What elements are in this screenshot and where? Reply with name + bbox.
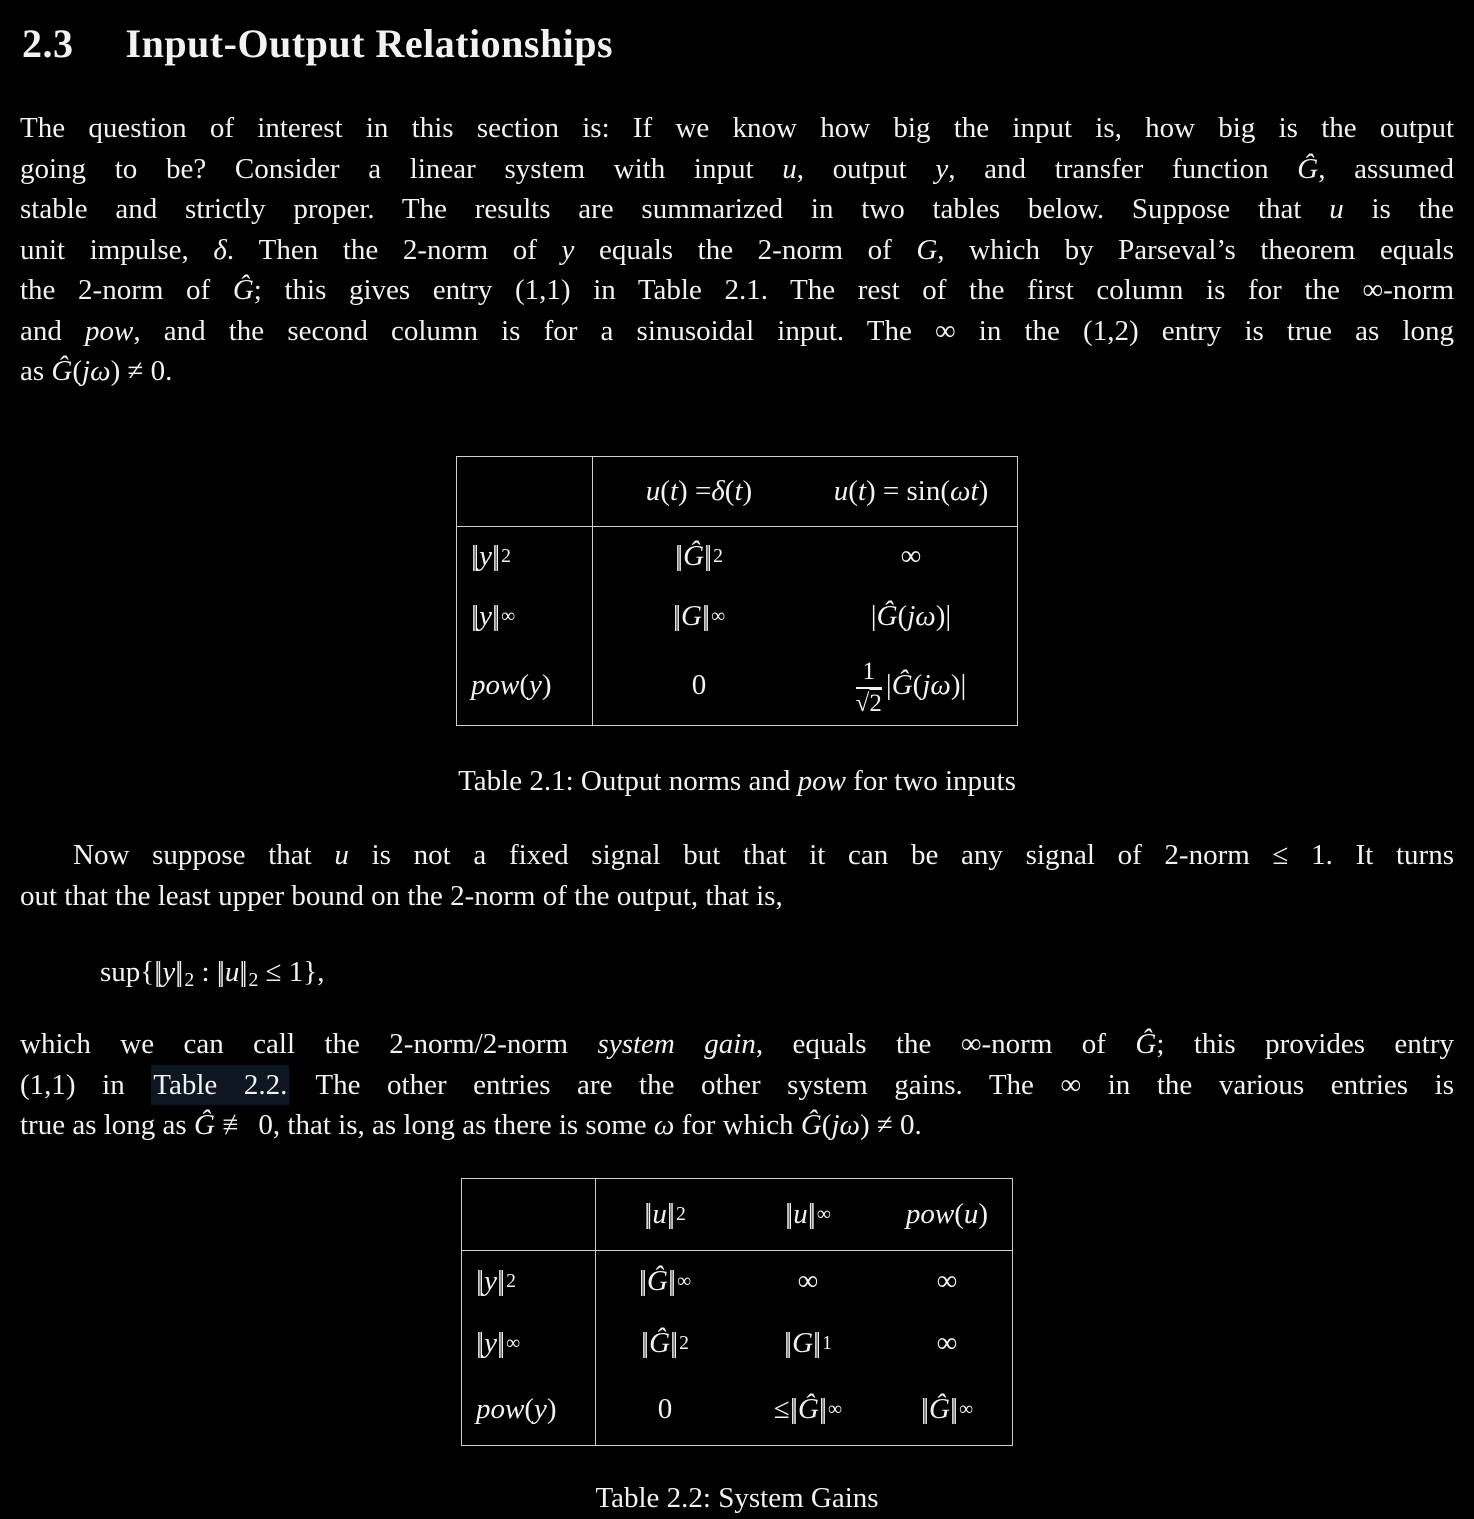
text-segment: ∞ <box>936 1327 958 1360</box>
text-segment: ≢ 0, that is, as long as there is some <box>214 1109 654 1142</box>
text-segment: out that the least upper bound on the 2-norm of the output, that is, <box>20 879 783 912</box>
text-segment: ) ≠ 0. <box>859 1109 922 1142</box>
text-segment: || <box>638 1265 644 1298</box>
text-segment: Table 2.1: Output norms and <box>458 764 798 797</box>
text-segment: ( <box>821 1109 832 1142</box>
text-segment: ) <box>742 474 753 507</box>
text-segment: || <box>818 1393 824 1426</box>
table-cell <box>805 647 1017 725</box>
text-line <box>20 270 1454 311</box>
fraction-numerator: 1 <box>862 658 876 685</box>
text-line <box>20 311 1454 352</box>
text-segment: y <box>479 540 492 572</box>
text-segment: The question of interest in this section is: If we know how big the input is, how big is the output <box>20 112 1454 144</box>
text-segment: )| <box>950 669 967 701</box>
text-segment: pow <box>471 669 520 701</box>
table-cell <box>596 1313 734 1375</box>
text-segment: || <box>640 1327 646 1360</box>
table-cell <box>593 587 805 647</box>
text-segment: G <box>681 600 702 632</box>
text-segment: || <box>670 1327 675 1360</box>
text-segment: ( <box>660 474 670 507</box>
text-segment: Ĝ <box>232 274 254 306</box>
text-segment: Ĝ <box>1135 1028 1157 1061</box>
text-segment: ; this gives entry (1,1) in Table 2.1. The rest of the first column is for the ∞-norm <box>253 274 1454 306</box>
text-segment: 0 <box>657 1393 673 1426</box>
text-segment: pow <box>797 764 846 797</box>
text-segment: ∞ <box>501 605 516 627</box>
table-cell <box>596 1375 734 1445</box>
text-segment: , equals the ∞-norm of <box>755 1028 1136 1061</box>
text-segment: y <box>561 233 575 266</box>
table-row-label <box>462 1375 596 1445</box>
text-segment: 2 <box>713 545 724 567</box>
text-segment: u <box>224 956 240 988</box>
section-heading <box>22 20 1454 68</box>
text-segment: || <box>813 1327 818 1360</box>
text-segment: pow <box>905 1197 955 1230</box>
text-segment: u <box>963 1197 979 1230</box>
text-segment: || <box>666 1197 672 1230</box>
text-segment: ( <box>519 669 530 701</box>
text-segment: : <box>194 956 217 988</box>
text-segment: ( <box>72 355 83 387</box>
text-segment: || <box>175 956 180 988</box>
table-cell <box>882 1313 1012 1375</box>
table-2-2 <box>461 1178 1013 1446</box>
text-segment: ∞ <box>936 1265 958 1298</box>
text-segment: u <box>645 474 661 507</box>
text-segment: 2 <box>506 1270 516 1293</box>
text-segment: y <box>529 669 542 701</box>
fraction-denominator <box>856 690 882 718</box>
text-segment: || <box>667 1265 673 1298</box>
text-segment: ∞ <box>506 1332 521 1355</box>
text-segment: u <box>793 1197 808 1230</box>
table-row-label <box>457 587 593 647</box>
text-segment: Ĝ <box>647 1265 668 1298</box>
text-segment: , and the second column is for a sinusoidal input. The ∞ in the (1,2) entry is true as long <box>133 314 1454 347</box>
text-segment: u <box>833 474 849 507</box>
text-segment: | <box>885 669 892 701</box>
text-segment: the 2-norm of <box>20 274 233 306</box>
text-segment: 2 <box>679 1332 690 1355</box>
text-segment: sup{ <box>100 956 155 988</box>
text-segment: ( <box>724 474 735 507</box>
text-segment: 1 <box>822 1332 833 1355</box>
text-segment: Ĝ <box>51 355 73 387</box>
table-2-1 <box>456 456 1018 726</box>
text-segment: ( <box>912 669 923 701</box>
text-segment: 2 <box>248 968 259 991</box>
text-segment: || <box>471 600 476 632</box>
table-cell <box>805 587 1017 647</box>
table-row-label <box>457 647 593 725</box>
table-header-cell <box>596 1179 734 1251</box>
text-line <box>20 108 1454 149</box>
table-row-label <box>462 1251 596 1313</box>
text-segment: G <box>916 233 938 266</box>
text-segment: || <box>216 956 222 988</box>
text-segment: Table 2.2: System Gains <box>595 1481 879 1514</box>
text-segment: is the <box>1343 193 1454 225</box>
text-segment: 2 <box>184 968 195 991</box>
table-row-label <box>462 1313 596 1375</box>
table-cell <box>734 1375 882 1445</box>
text-segment: u <box>782 152 797 185</box>
text-segment: , which by Parseval’s theorem equals <box>937 233 1454 266</box>
text-segment: ) ≠ 0. <box>110 355 173 387</box>
text-segment: true as long as <box>20 1109 194 1142</box>
fraction-bar <box>856 687 882 689</box>
text-segment: which we can call the 2-norm/2-norm <box>20 1028 598 1061</box>
table-2-1-caption <box>20 761 1454 802</box>
text-segment: y <box>484 1327 497 1360</box>
table-header-cell <box>882 1179 1012 1251</box>
text-segment: || <box>920 1393 926 1426</box>
text-segment: || <box>674 540 680 572</box>
text-line <box>20 1105 1454 1146</box>
text-segment: The other entries are the other system gains. The ∞ in the various entries is <box>289 1068 1454 1101</box>
text-segment: stable and strictly proper. The results are summarized in two tables below. Suppose that <box>20 193 1330 225</box>
text-segment: as <box>20 355 52 387</box>
text-segment: ∞ <box>711 605 726 627</box>
text-segment: || <box>704 540 709 572</box>
text-segment: || <box>701 600 707 632</box>
text-segment: y <box>479 600 492 632</box>
text-line <box>20 189 1454 230</box>
text-line <box>20 351 1454 392</box>
text-segment: , assumed <box>1318 152 1455 185</box>
text-segment: unit impulse, <box>20 233 214 266</box>
text-segment: Ĝ <box>1297 152 1319 185</box>
text-segment: ∞ <box>828 1398 843 1421</box>
text-segment: ( <box>954 1197 964 1230</box>
text-segment: || <box>497 1265 502 1298</box>
text-segment: | <box>870 600 877 632</box>
fraction-rest <box>886 669 966 702</box>
text-segment: u <box>652 1197 667 1230</box>
text-segment: ∞ <box>797 1265 819 1298</box>
text-segment: ) = sin( <box>866 474 951 507</box>
text-segment: || <box>672 600 678 632</box>
text-segment: y <box>935 152 949 185</box>
text-segment: t <box>669 474 679 507</box>
table-cell <box>734 1251 882 1313</box>
text-segment: ( <box>524 1393 535 1426</box>
text-segment: Ĝ <box>797 1393 819 1426</box>
text-segment: || <box>644 1197 649 1230</box>
text-segment: going to be? Consider a linear system with input <box>20 152 783 185</box>
text-line <box>20 230 1454 271</box>
text-segment: √ <box>855 689 870 717</box>
text-segment: || <box>785 1197 790 1230</box>
text-segment: pow <box>476 1393 525 1426</box>
table-2-1-wrap <box>20 456 1454 726</box>
text-segment: )| <box>935 600 952 632</box>
paragraph-system-gain <box>20 1024 1454 1146</box>
text-segment: y <box>162 956 176 988</box>
text-segment: Ĝ <box>649 1327 671 1360</box>
text-segment: ) <box>541 669 552 701</box>
text-segment: δ <box>711 474 725 507</box>
table-cell <box>805 527 1017 587</box>
text-segment: Ĝ <box>876 600 898 632</box>
text-segment: ) <box>546 1393 557 1426</box>
equation-sup <box>20 952 1454 1000</box>
text-segment: and <box>20 314 86 347</box>
text-line <box>20 835 1454 876</box>
table-cell <box>596 1251 734 1313</box>
text-segment: ωt <box>950 474 979 507</box>
table-cell <box>882 1251 1012 1313</box>
text-segment: ∞ <box>677 1270 692 1293</box>
text-segment: for two inputs <box>845 764 1016 797</box>
text-segment: Now suppose that <box>73 839 335 871</box>
text-segment: ≤ <box>773 1393 790 1426</box>
table-cell <box>593 527 805 587</box>
text-segment: || <box>239 956 245 988</box>
paragraph-intro <box>20 108 1454 392</box>
text-segment: ∞ <box>959 1398 974 1421</box>
text-segment: ; this provides entry <box>1156 1028 1455 1061</box>
text-line <box>20 1065 1454 1106</box>
text-segment: δ <box>213 233 227 266</box>
table-header-cell <box>734 1179 882 1251</box>
text-segment: , output <box>796 152 936 185</box>
table-header-cell <box>593 457 805 527</box>
text-segment: Ĝ <box>891 669 913 701</box>
table-cell <box>593 647 805 725</box>
text-segment: system gain <box>597 1028 756 1061</box>
text-segment: u <box>1329 193 1344 225</box>
text-segment: Ĝ <box>193 1109 215 1142</box>
text-segment: || <box>476 1265 481 1298</box>
text-segment: jω <box>907 600 936 632</box>
text-segment: Ĝ <box>800 1109 822 1142</box>
table-cell <box>734 1313 882 1375</box>
table-corner-cell <box>457 457 593 527</box>
text-segment: ∞ <box>900 540 922 572</box>
text-segment: || <box>476 1327 481 1360</box>
text-line <box>20 149 1454 190</box>
text-segment: , and transfer function <box>948 152 1298 185</box>
text-segment: for which <box>674 1109 801 1142</box>
text-segment: 0 <box>691 669 707 701</box>
text-segment: ( <box>848 474 858 507</box>
text-segment: ω <box>653 1109 675 1142</box>
text-segment: is not a fixed signal but that it can be any signal of 2-norm ≤ 1. It turns <box>348 839 1454 871</box>
text-line <box>20 876 1454 917</box>
text-segment: . Then the 2-norm of <box>226 233 562 266</box>
text-segment: 2 <box>675 1202 686 1225</box>
table-row-label <box>457 527 593 587</box>
text-segment: || <box>789 1393 795 1426</box>
paragraph-sup-intro <box>20 835 1454 916</box>
text-segment: u <box>334 839 349 871</box>
text-segment: 2 <box>869 689 882 717</box>
text-segment: jω <box>82 355 111 387</box>
text-segment: ) <box>978 1197 989 1230</box>
text-segment: y <box>534 1393 547 1426</box>
table-2-2-link[interactable]: Table 2.2. <box>151 1065 289 1105</box>
text-segment: || <box>154 956 159 988</box>
table-header-cell <box>805 457 1017 527</box>
text-segment: jω <box>922 669 951 701</box>
table-corner-cell <box>462 1179 596 1251</box>
text-line <box>20 1024 1454 1065</box>
table-cell <box>882 1375 1012 1445</box>
text-segment: 2 <box>501 545 511 567</box>
text-segment: || <box>471 540 476 572</box>
text-segment: t <box>734 474 743 507</box>
table-2-2-wrap <box>20 1178 1454 1446</box>
text-segment: || <box>492 540 497 572</box>
table-2-2-caption <box>20 1478 1454 1519</box>
fraction <box>856 658 882 717</box>
text-segment: ∞ <box>816 1202 831 1225</box>
text-segment: ) = <box>678 474 712 507</box>
text-segment: ) <box>978 474 989 507</box>
text-segment: || <box>783 1327 789 1360</box>
text-segment: (1,1) in <box>20 1068 152 1101</box>
text-segment: pow <box>85 314 134 347</box>
text-segment: || <box>807 1197 813 1230</box>
text-segment: || <box>497 1327 502 1360</box>
text-segment: equals the 2-norm of <box>574 233 917 266</box>
section-number: 2.3 <box>22 21 74 66</box>
text-segment: jω <box>831 1109 860 1142</box>
text-segment: Ĝ <box>929 1393 950 1426</box>
text-segment: ≤ 1}, <box>258 956 325 988</box>
text-segment: t <box>857 474 866 507</box>
text-segment: G <box>792 1327 814 1360</box>
text-segment: Ĝ <box>683 540 705 572</box>
text-segment: || <box>949 1393 955 1426</box>
text-segment: || <box>492 600 497 632</box>
text-segment: y <box>484 1265 497 1298</box>
section-title: Input-Output Relationships <box>125 21 614 66</box>
text-segment: ( <box>897 600 908 632</box>
